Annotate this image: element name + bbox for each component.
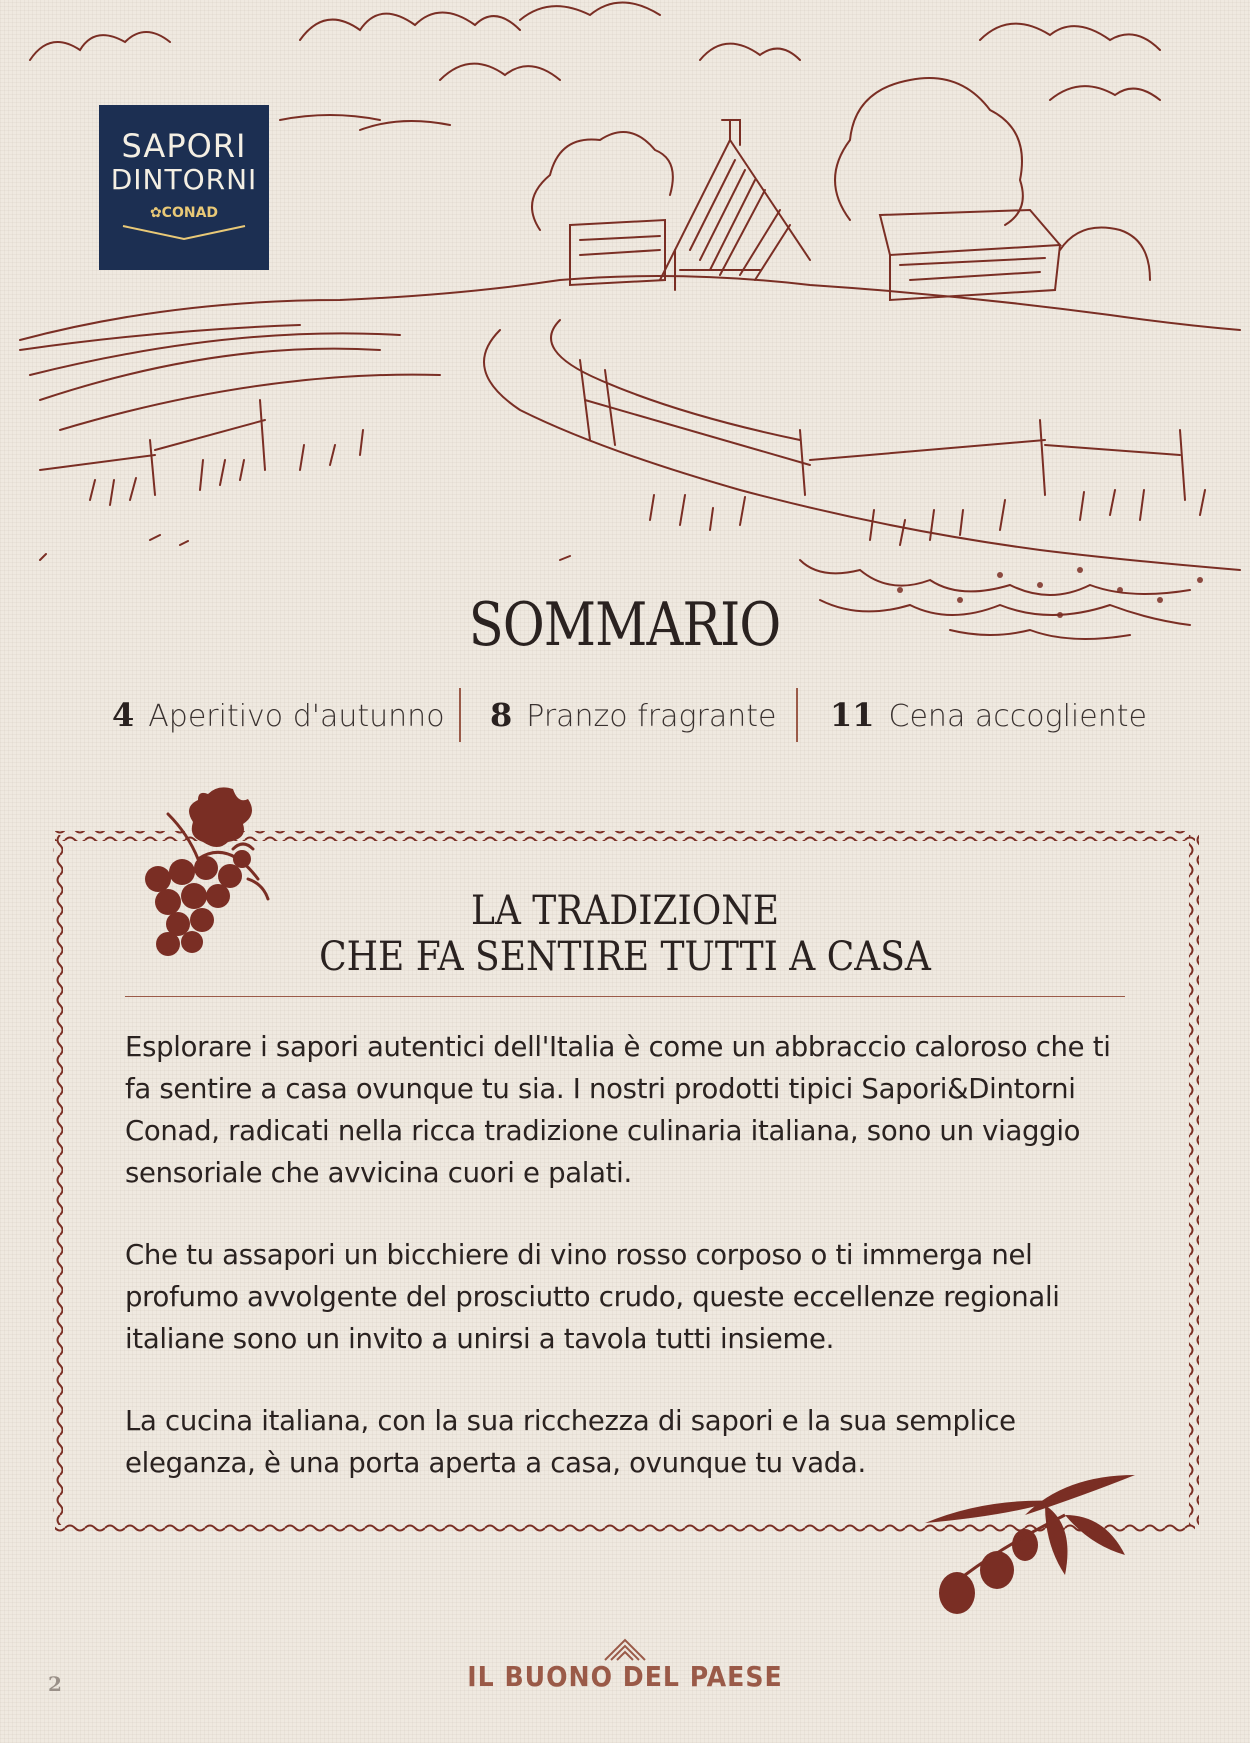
farm-landscape-illustration: [0, 0, 1250, 680]
box-heading: [175, 888, 1075, 980]
logo-line-1: SAPORI: [121, 127, 247, 165]
olive-branch-icon: [925, 1475, 1135, 1620]
toc-divider: [459, 688, 461, 742]
box-heading-line-1: LA TRADIZIONE: [470, 888, 780, 934]
toc-item-cena[interactable]: [830, 696, 1147, 734]
toc-page-number: 4: [112, 696, 135, 734]
sapori-dintorni-logo: [99, 105, 269, 270]
footer-brand: IL BUONO DEL PAESE: [467, 1660, 783, 1693]
logo-line-2: DINTORNI: [110, 163, 258, 196]
toc-label: Pranzo fragrante: [526, 699, 777, 734]
logo-chevron-icon: [121, 223, 247, 243]
toc-page-number: 8: [490, 696, 513, 734]
heading-divider: [125, 996, 1125, 997]
body-paragraph: La cucina italiana, con la sua ricchezza di sapori e la sua semplice eleganza, è una porta aperta a casa, ovunque tu vada.: [125, 1405, 1016, 1479]
toc-label: Aperitivo d'autunno: [148, 699, 445, 734]
page-number: 2: [48, 1672, 62, 1696]
box-body: [125, 1026, 1135, 1524]
toc-divider: [796, 688, 798, 742]
toc-label: Cena accogliente: [888, 699, 1147, 734]
page-title: SOMMARIO: [468, 590, 781, 660]
brand-house-icon: [603, 1636, 647, 1662]
toc-item-pranzo[interactable]: [490, 696, 776, 734]
toc-item-aperitivo[interactable]: [112, 696, 445, 734]
body-paragraph: Esplorare i sapori autentici dell'Italia è come un abbraccio caloroso che ti fa sentire a casa ovunque tu sia. I nostri prodotti tipici Sapori&Dintorni Conad, radicati nella ricca tradizione culinaria italiana, sono un viaggio sensoriale che avvicina cuori e palati.: [125, 1031, 1111, 1189]
toc-page-number: 11: [830, 696, 875, 734]
logo-brand: ✿CONAD: [149, 205, 219, 221]
table-of-contents: [0, 688, 1250, 744]
body-paragraph: Che tu assapori un bicchiere di vino rosso corposo o ti immerga nel profumo avvolgente del prosciutto crudo, queste eccellenze regionali italiane sono un invito a unirsi a tavola tutti insieme.: [125, 1239, 1060, 1355]
box-heading-line-2: CHE FA SENTIRE TUTTI A CASA: [319, 934, 931, 980]
